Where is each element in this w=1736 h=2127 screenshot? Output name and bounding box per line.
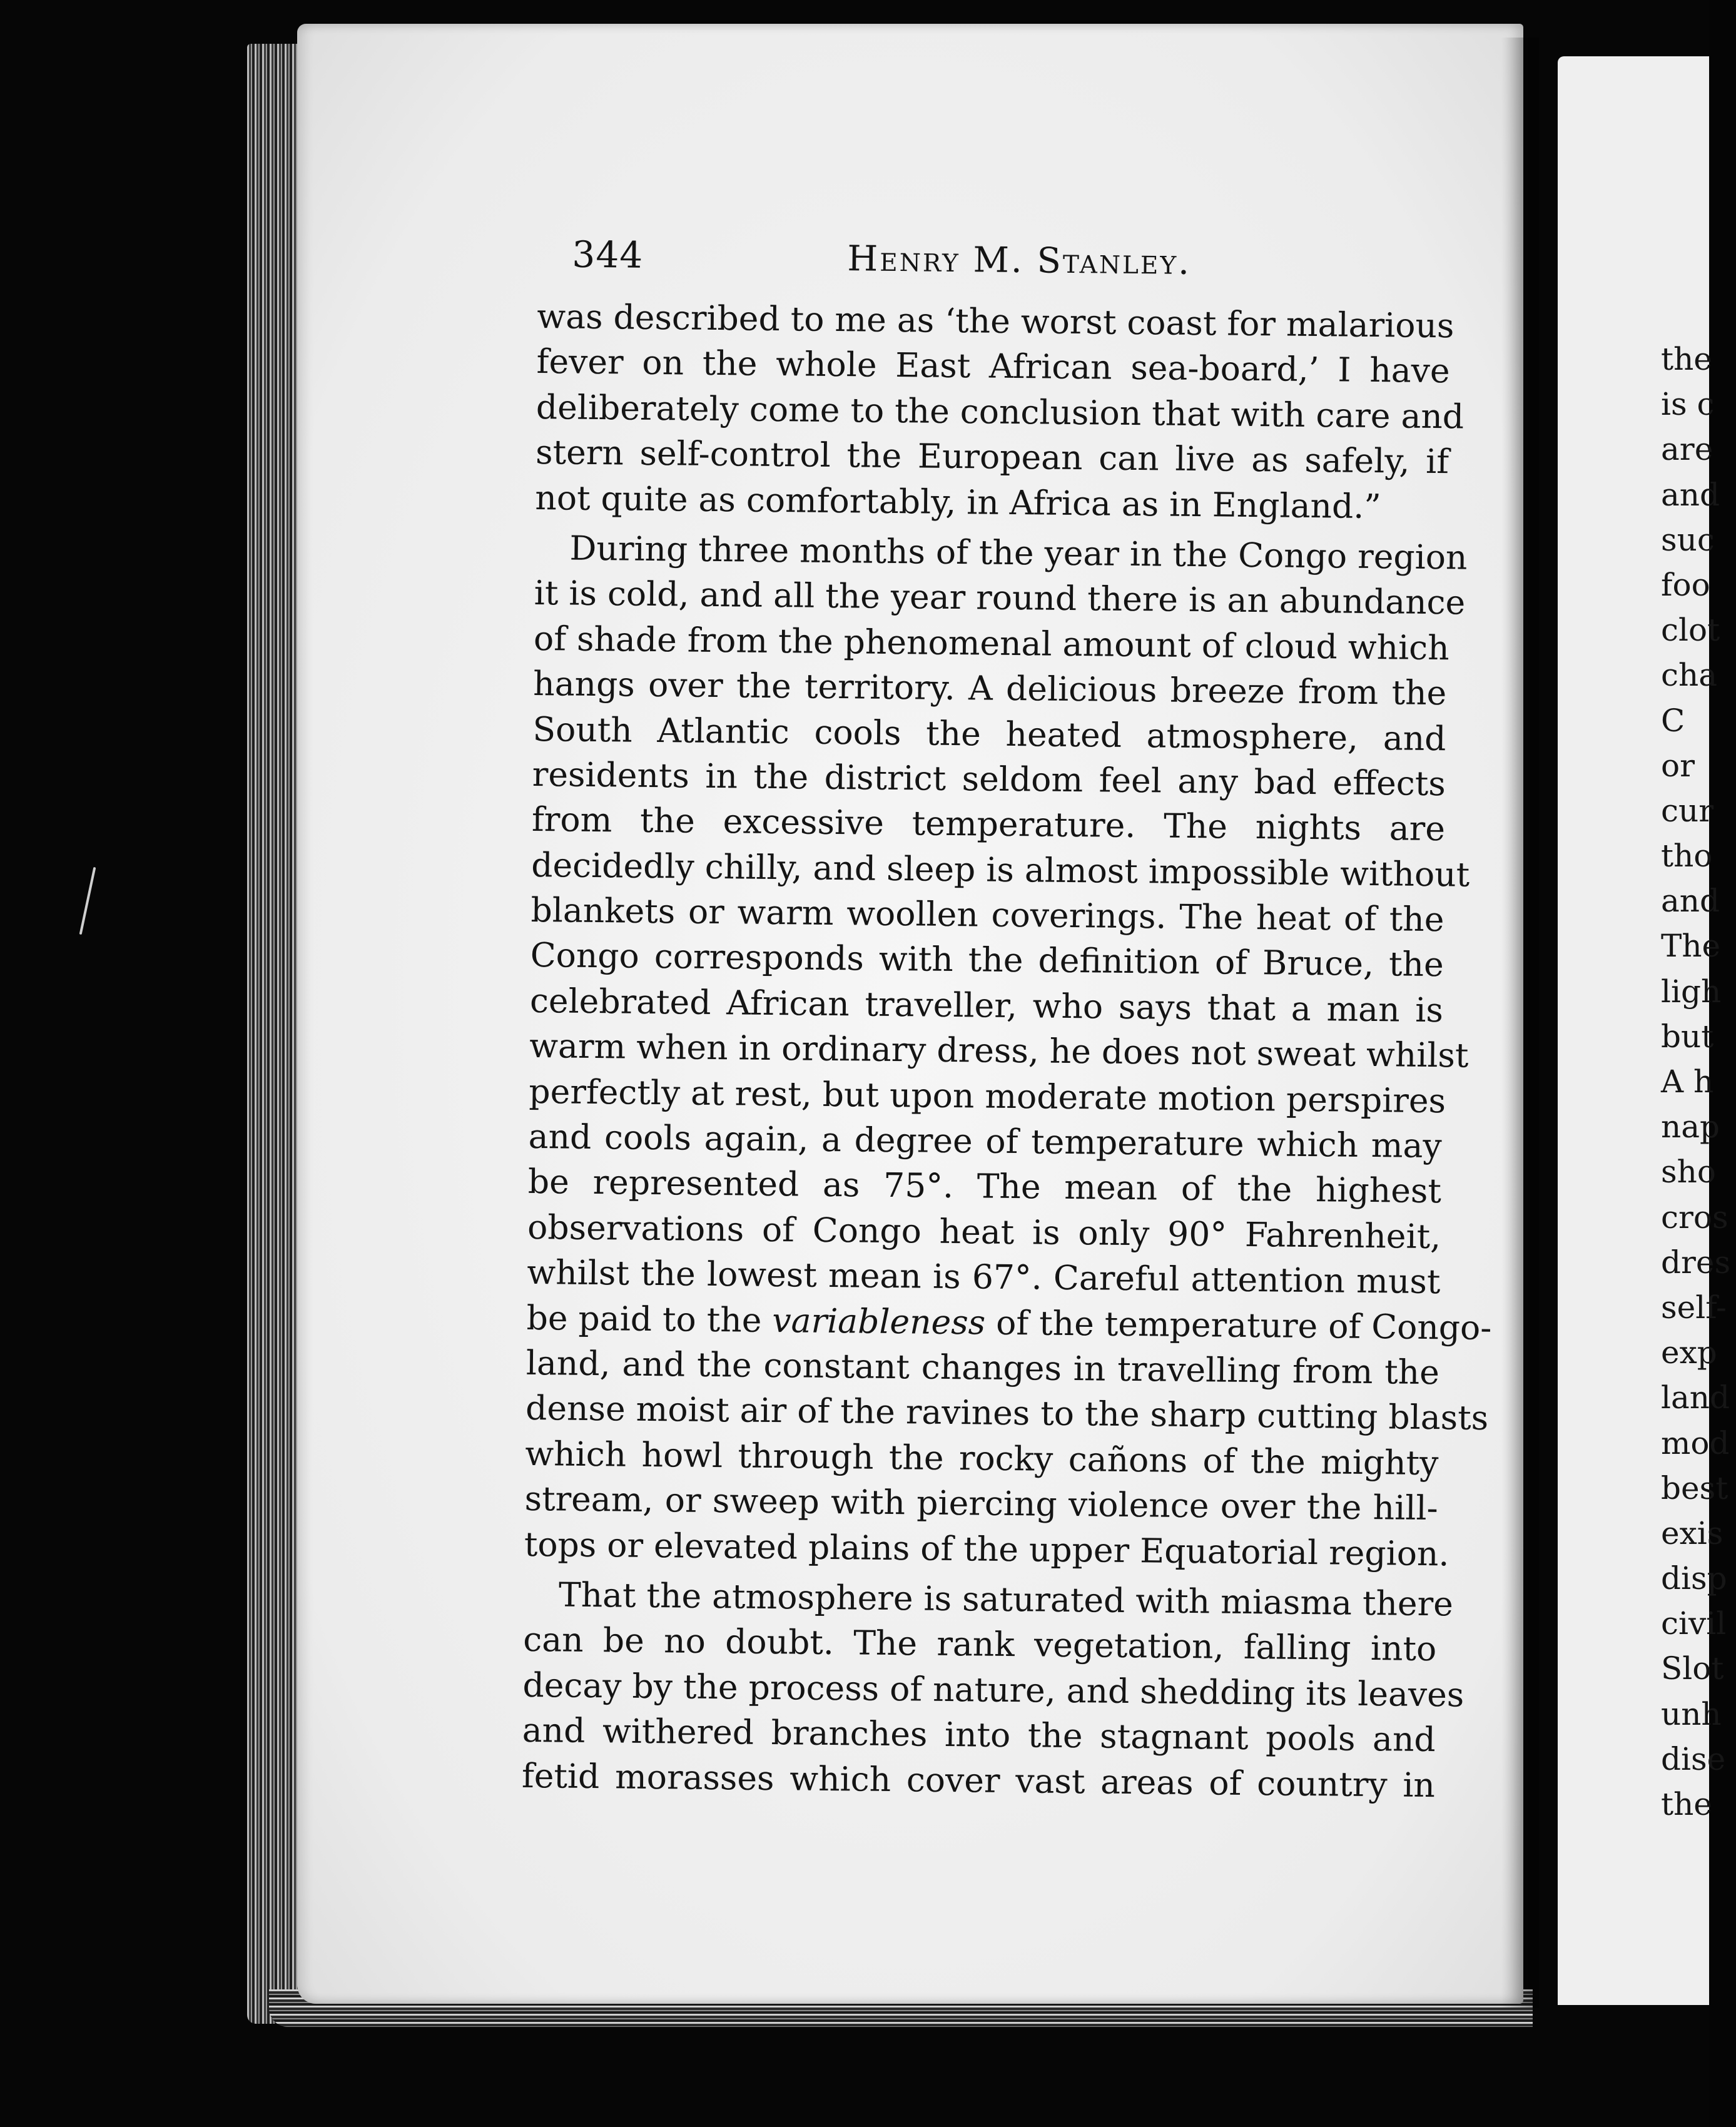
facing-page-fragment: suc (1661, 521, 1715, 558)
facing-page-fragment: ligh (1661, 973, 1722, 1010)
running-head (537, 225, 1451, 303)
facing-page-fragment: and (1661, 883, 1720, 920)
body-line: whilst the lowest mean is 67°. Careful attention must (527, 1252, 1441, 1302)
facing-page-fragment: is c (1661, 386, 1715, 423)
italic-word: variableness (772, 1300, 986, 1343)
body-line: During three months of the year in the Congo region (569, 528, 1468, 577)
facing-page-fragment: or (1661, 747, 1695, 784)
body-line: of shade from the phenomenal amount of cloud which (533, 618, 1449, 668)
page-text-block (521, 225, 1492, 1808)
facing-page-fragment: unh (1661, 1695, 1722, 1732)
facing-page-fragment: disp (1661, 1560, 1727, 1597)
body-line: land, and the constant changes in travelling from the (525, 1343, 1440, 1393)
facing-page-fragment: exp (1661, 1334, 1717, 1371)
facing-page-fragment: exis (1661, 1515, 1723, 1551)
facing-page-fragment: dise (1661, 1740, 1726, 1777)
body-line: not quite as comfortably, in Africa as in England.” (535, 477, 1381, 526)
body-line: Congo corresponds with the definition of Bruce, the (530, 935, 1444, 985)
facing-page-fragment: sho (1661, 1154, 1716, 1190)
facing-page-fragment: the (1661, 341, 1712, 377)
body-line: fever on the whole East African sea-board,’ I have (536, 342, 1450, 391)
facing-page-fragment: A h (1661, 1064, 1714, 1100)
facing-page-fragment: cur (1661, 792, 1714, 829)
facing-page-fragment: tho (1661, 838, 1713, 875)
facing-page-fragment: best (1661, 1470, 1728, 1506)
body-line: decay by the process of nature, and shedding its leaves (522, 1665, 1464, 1715)
body-line: South Atlantic cools the heated atmosphere, and (532, 709, 1446, 758)
facing-page-fragment: land (1661, 1379, 1730, 1416)
body-line: hangs over the territory. A delicious breeze from the (532, 664, 1447, 713)
body-line: blankets or warm woollen coverings. The heat of the (530, 890, 1444, 940)
facing-page-fragment: but (1661, 1018, 1714, 1055)
facing-page-fragment: cros (1661, 1199, 1728, 1236)
body-line: it is cold, and all the year round there is an abundance (534, 573, 1466, 622)
facing-page-fragment: dres (1661, 1244, 1731, 1281)
facing-page-fragment: C (1661, 702, 1685, 739)
facing-page-fragment: mod (1661, 1424, 1730, 1461)
facing-page-fragment: Slot (1661, 1650, 1724, 1687)
paragraph-3 (521, 1572, 1464, 1808)
body-line: warm when in ordinary dress, he does not sweat whilst (529, 1026, 1469, 1075)
facing-page-fragment: self- (1661, 1289, 1727, 1326)
facing-page-fragment: nap (1661, 1109, 1720, 1145)
facing-page-fragment: are (1661, 431, 1713, 468)
body-line: decidedly chilly, and sleep is almost impossible without (530, 845, 1470, 895)
body-line: stern self-control the European can live as safely, if (535, 432, 1449, 482)
page-number: 344 (572, 233, 644, 277)
body-line: be represented as 75°. The mean of the highest (527, 1162, 1442, 1211)
paragraph-2 (524, 525, 1492, 1576)
body-line: and cools again, a degree of temperature which may (528, 1116, 1442, 1166)
paragraph-1 (535, 294, 1464, 530)
gutter-shadow (1501, 38, 1539, 2008)
body-line: which howl through the rocky cañons of the mighty (525, 1433, 1439, 1483)
body-line: fetid morasses which cover vast areas of country in (521, 1755, 1436, 1805)
facing-page-fragment: clot (1661, 612, 1720, 649)
body-line: celebrated African traveller, who says that a man is (529, 980, 1444, 1030)
facing-page-fragment: foo (1661, 566, 1710, 603)
body-line: stream, or sweep with piercing violence over the hill- (524, 1479, 1438, 1528)
facing-page-fragment: and (1661, 476, 1720, 513)
body-line: can be no doubt. The rank vegetation, falling into (522, 1620, 1437, 1669)
facing-page-fragment: the (1661, 1786, 1712, 1822)
facing-page-fragment: civil (1661, 1605, 1727, 1642)
running-title: Henry M. Stanley. (847, 238, 1192, 283)
body-line: perfectly at rest, but upon moderate motion perspires (529, 1071, 1446, 1120)
body-line: That the atmosphere is saturated with miasma there (558, 1575, 1454, 1624)
facing-page-fragment: The (1661, 928, 1721, 965)
body-line: dense moist air of the ravines to the sharp cutting blasts (525, 1388, 1489, 1438)
body-line: was described to me as ‘the worst coast for malarious (537, 296, 1454, 346)
body-line: and withered branches into the stagnant pools and (522, 1710, 1436, 1760)
facing-page-text (1661, 337, 1736, 1827)
body-line: from the excessive temperature. The nights are (531, 800, 1446, 849)
body-line: deliberately come to the conclusion that with care and (536, 387, 1464, 437)
facing-page-fragment: cha (1661, 657, 1718, 694)
body-line: observations of Congo heat is only 90° Fahrenheit, (527, 1207, 1441, 1257)
body-line: be paid to the variableness of the temperature of Congo- (526, 1297, 1492, 1348)
body-line: residents in the district seldom feel any bad effects (532, 754, 1446, 804)
body-line: tops or elevated plains of the upper Equatorial region. (524, 1524, 1449, 1573)
